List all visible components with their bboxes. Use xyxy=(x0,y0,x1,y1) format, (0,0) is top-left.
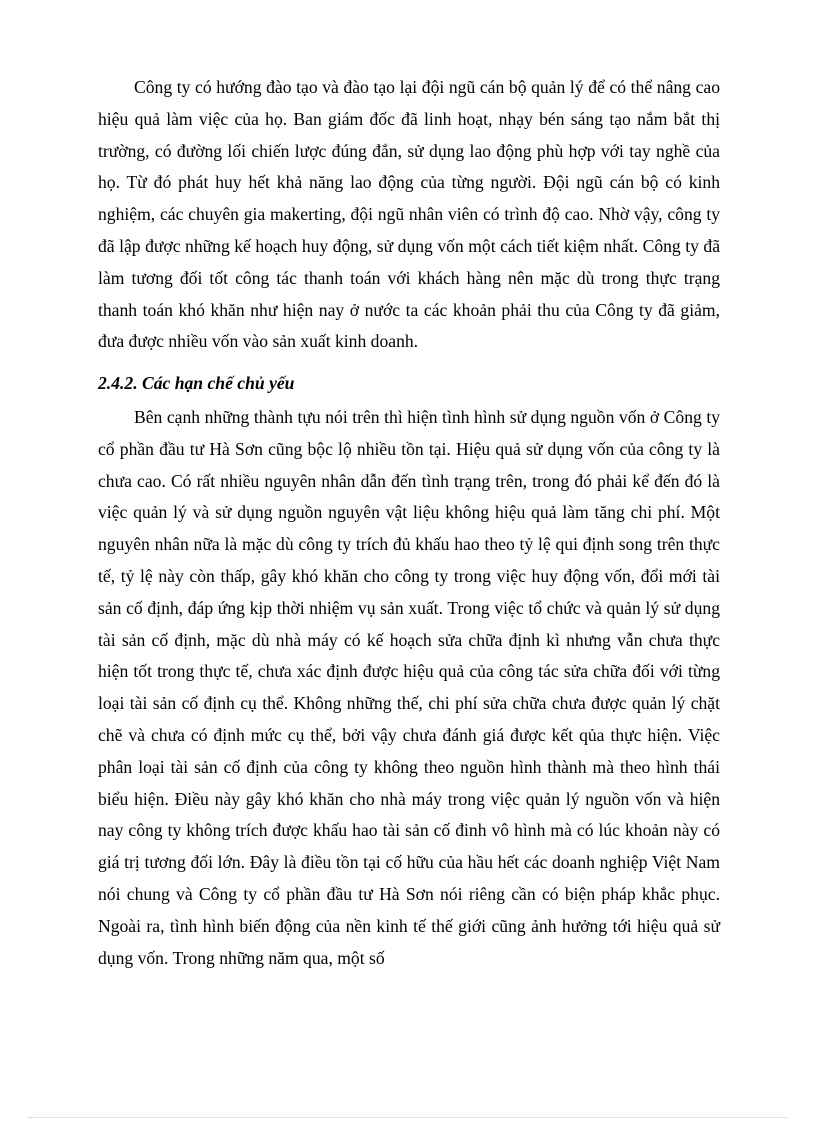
body-paragraph-achievements: Công ty có hướng đào tạo và đào tạo lại đội ngũ cán bộ quản lý để có thể nâng cao hiệu quả làm việc của họ. Ban giám đốc đã linh hoạt, nhạy bén sáng tạo nắm bắt thị trường, có đường lối chiến lược đúng đắn, sử dụng lao động phù hợp với tay nghề của họ. Từ đó phát huy hết khả năng lao động của từng người. Đội ngũ cán bộ có kinh nghiệm, các chuyên gia makerting, đội ngũ nhân viên có trình độ cao. Nhờ vậy, công ty đã lập được những kế hoạch huy động, sử dụng vốn một cách tiết kiệm nhất. Công ty đã làm tương đối tốt công tác thanh toán với khách hàng nên mặc dù trong thực trạng thanh toán khó khăn như hiện nay ở nước ta các khoản phải thu của Công ty đã giảm, đưa được nhiều vốn vào sản xuất kinh doanh. xyxy=(98,77,720,352)
page-bottom-rule xyxy=(28,1117,788,1118)
body-paragraph-limitations: Bên cạnh những thành tựu nói trên thì hiện tình hình sử dụng nguồn vốn ở Công ty cổ phần đầu tư Hà Sơn cũng bộc lộ nhiều tồn tại. Hiệu quả sử dụng vốn của công ty là chưa cao. Có rất nhiều nguyên nhân dẫn đến tình trạng trên, trong đó phải kể đến đó là việc quản lý và sử dụng nguồn nguyên vật liệu không hiệu quả làm tăng chi phí. Một nguyên nhân nữa là mặc dù công ty trích đủ khấu hao theo tỷ lệ qui định song trên thực tế, tỷ lệ này còn thấp, gây khó khăn cho công ty trong việc huy động vốn, đổi mới tài sản cố định, đáp ứng kịp thời nhiệm vụ sản xuất. Trong việc tổ chức và quản lý sử dụng tài sản cố định, mặc dù nhà máy có kế hoạch sửa chữa định kì nhưng vẫn chưa thực hiện tốt trong thực tế, chưa xác định được hiệu quả của công tác sửa chữa đối với từng loại tài sản cố định cụ thể. Không những thế, chi phí sửa chữa chưa được quản lý chặt chẽ và chưa có định mức cụ thể, bởi vậy chưa đánh giá được kết qủa thực hiện. Việc phân loại tài sản cố định của công ty không theo nguồn hình thành mà theo hình thái biểu hiện. Điều này gây khó khăn cho nhà máy trong việc quản lý nguồn vốn và hiện nay công ty không trích được khấu hao tài sản cố đinh vô hình mà có lúc khoản này có giá trị tương đối lớn. Đây là điều tồn tại cố hữu của hầu hết các doanh nghiệp Việt Nam nói chung và Công ty cổ phần đầu tư Hà Sơn nói riêng cần có biện pháp khắc phục. Ngoài ra, tình hình biến động của nền kinh tế thế giới cũng ảnh hưởng tới hiệu quả sử dụng vốn. Trong những năm qua, một số xyxy=(98,406,720,968)
section-heading: 2.4.2. Các hạn chế chủ yếu xyxy=(98,373,295,394)
document-page xyxy=(98,72,720,974)
